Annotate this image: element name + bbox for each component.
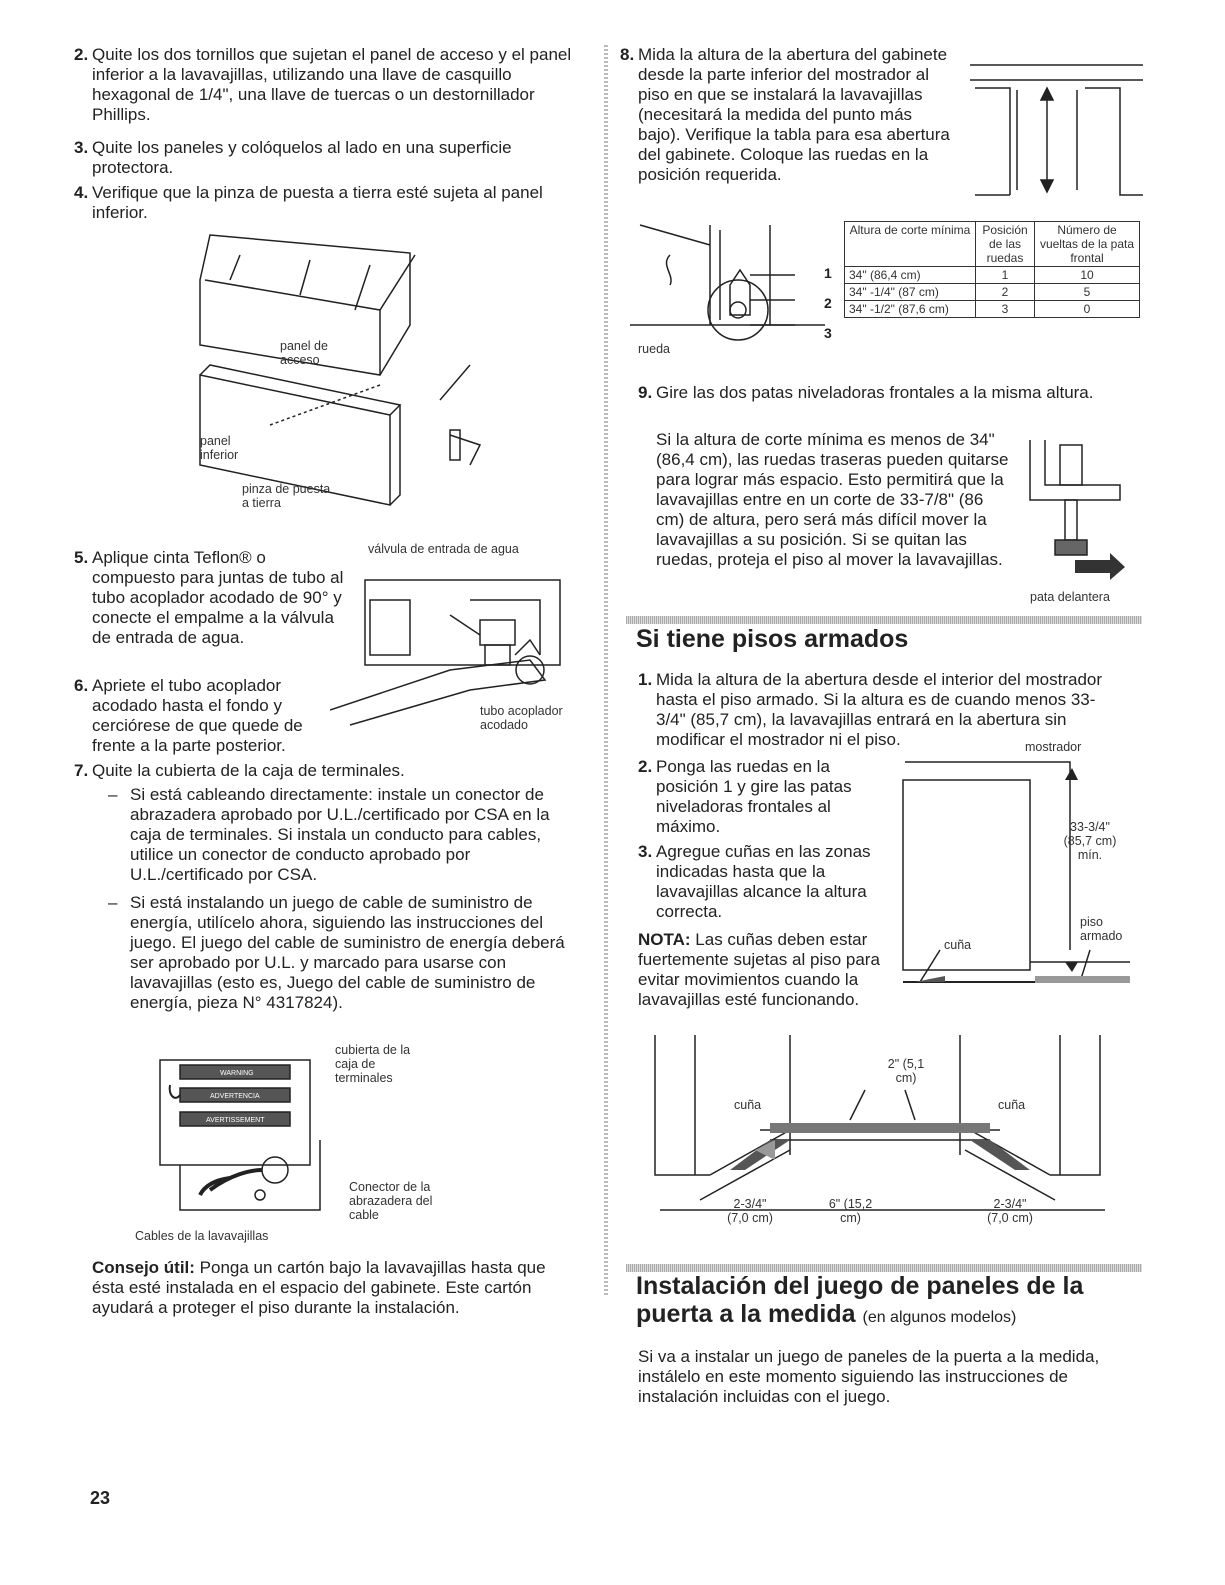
label-valvula: válvula de entrada de agua [368, 542, 519, 556]
label-dim-2: 2" (5,1 cm) [887, 1057, 925, 1085]
step-text: Quite los paneles y colóquelos al lado en una superficie protectora. [92, 138, 512, 177]
wheel-pos-2: 2 [824, 295, 832, 311]
label-cables: Cables de la lavavajillas [135, 1229, 269, 1243]
wheel-pos-3: 3 [824, 325, 832, 341]
warning-label: WARNING [220, 1070, 254, 1077]
cut-height-table [844, 221, 1140, 318]
step-text: Apriete el tubo acoplador acodado hasta el fondo y cerciórese de que quede de frente a la parte posterior. [92, 676, 303, 755]
step-text: Agregue cuñas en las zonas indicadas hasta que la lavavajillas alcance la altura correcta. [656, 842, 871, 921]
advertencia-label: ADVERTENCIA [210, 1093, 260, 1100]
step-number: 1. [638, 670, 653, 689]
step-text: Ponga las ruedas en la posición 1 y gire las patas niveladoras frontales al máximo. [656, 757, 852, 836]
step-9 [638, 383, 1126, 403]
tip-label: Consejo útil: [92, 1258, 195, 1277]
tip-paragraph [92, 1258, 582, 1318]
step-text: Quite la cubierta de la caja de terminales. [92, 761, 405, 780]
step-text: Mida la altura de la abertura del gabinete desde la parte inferior del mostrador al piso en que se instalará la lavavajillas (necesitará la medida del punto más bajo). Verifique la tabla para esa abertura del gabinete. Coloque las ruedas en la posición requerida. [638, 45, 950, 184]
s1-step-1 [638, 670, 1116, 750]
table-header: Altura de corte mínima [845, 222, 976, 267]
table-row: 34" -1/2" (87,6 cm) 3 0 [845, 301, 1140, 318]
section-title-suffix: (en algunos modelos) [862, 1309, 1017, 1326]
floor-opening-illustration [900, 750, 1130, 1000]
label-panel-inferior: panel inferior [200, 434, 239, 462]
page-number: 23 [90, 1488, 111, 1508]
step-number: 4. [74, 183, 89, 202]
step-number: 3. [638, 842, 653, 861]
label-piso-armado: piso armado [1080, 915, 1123, 943]
label-mostrador: mostrador [1025, 740, 1082, 754]
terminal-box-illustration [140, 1040, 340, 1220]
label-panel-acceso: panel de acceso [280, 339, 328, 367]
bullet-2: – Si está instalando un juego de cable de suministro de energía, utilícelo ahora, siguiendo las instrucciones del juego. El juego del cable de suministro de energía deberá ser aprobado por U.L. y marcado para usarse con lavavajillas (esto es, Juego del cable de suministro de energía, pieza N° 4317824). [108, 893, 565, 1012]
section-2-paragraph: Si va a instalar un juego de paneles de la puerta a la medida, instálelo en este momento siguiendo las instrucciones de instalación incluidas con el juego. [638, 1347, 1100, 1406]
bullet-text: Si está cableando directamente: instale un conector de abrazadera aprobado por U.L./certificado por CSA en la caja de terminales. Si instala un conducto para cables, utilice un conector de conducto aprobado por U.L./certificado por CSA. [130, 785, 550, 884]
label-dim-mid: 6" (15,2 cm) [828, 1197, 873, 1225]
s1-step-3 [638, 842, 896, 922]
step-number: 6. [74, 676, 89, 695]
step-text: Aplique cinta Teflon® o compuesto para juntas de tubo al tubo acoplador acodado de 90° y conecte el empalme a la válvula de entrada de agua. [92, 548, 344, 647]
label-dim-left: 2-3/4" (7,0 cm) [727, 1197, 773, 1225]
section-title-paneles [636, 1272, 1136, 1332]
step-number: 7. [74, 761, 89, 780]
label-cuna-left: cuña [734, 1098, 762, 1112]
front-leg-illustration [1020, 430, 1130, 590]
tip-text: Ponga un cartón bajo la lavavajillas hasta que ésta esté instalada en el espacio del gabinete. Este cartón ayudará a proteger el piso durante la instalación. [92, 1258, 546, 1317]
label-conector: Conector de la abrazadera del cable [349, 1180, 433, 1222]
step-text: Gire las dos patas niveladoras frontales a la misma altura. [656, 383, 1094, 402]
label-cubierta: cubierta de la caja de terminales [335, 1043, 411, 1085]
section-title-pisos-armados: Si tiene pisos armados [636, 625, 909, 653]
wheel-illustration [630, 215, 825, 355]
step-text: Verifique que la pinza de puesta a tierra esté sujeta al panel inferior. [92, 183, 543, 222]
step-8 [620, 45, 958, 185]
wheel-pos-1: 1 [824, 265, 832, 281]
table-row: 34" -1/4" (87 cm) 2 5 [845, 284, 1140, 301]
nota-paragraph [638, 930, 896, 1010]
section-title-text: Instalación del juego de paneles de la puerta a la medida [636, 1272, 1084, 1328]
label-rueda: rueda [638, 342, 670, 356]
s1-step-2 [638, 757, 891, 837]
nota-text: Las cuñas deben estar fuertemente sujetas al piso para evitar movimientos cuando la lavavajillas esté funcionando. [638, 930, 880, 1009]
bullet-1: – Si está cableando directamente: instale un conector de abrazadera aprobado por U.L./certificado por CSA en la caja de terminales. Si instala un conducto para cables, utilice un conector de conducto aprobado por U.L./certificado por CSA. [108, 785, 550, 884]
bullet-text: Si está instalando un juego de cable de suministro de energía, utilícelo ahora, siguiendo las instrucciones del juego. El juego del cable de suministro de energía deberá ser aprobado por U.L. y marcado para usarse con lavavajillas (esto es, Juego del cable de suministro de energía, pieza N° 4317824). [130, 893, 565, 1012]
label-cuna: cuña [944, 938, 972, 952]
step-number: 8. [620, 45, 635, 64]
cabinet-opening-illustration [955, 60, 1145, 200]
step-number: 5. [74, 548, 89, 567]
step-4 [74, 183, 572, 223]
step-number: 2. [638, 757, 653, 776]
label-dimension: 33-3/4" (85,7 cm) mín. [1063, 820, 1117, 862]
step-number: 9. [638, 383, 653, 402]
label-pata-delantera: pata delantera [1030, 590, 1110, 604]
step-text: Mida la altura de la abertura desde el interior del mostrador hasta el piso armado. Si la altura es de cuando menos 33-3/4" (85,7 cm), la lavavajillas entrará en la abertura sin modificar el mostrador ni el piso. [656, 670, 1103, 749]
avertissement-label: AVERTISSEMENT [206, 1117, 265, 1124]
label-cuna-right: cuña [998, 1098, 1026, 1112]
step-7 [74, 761, 572, 781]
section-divider [626, 616, 1142, 624]
column-divider [604, 45, 608, 1295]
step-text: Quite los dos tornillos que sujetan el panel de acceso y el panel inferior a la lavavajillas, utilizando una llave de casquillo hexagonal de 1/4", una llave de tuercas o un destornillador Phillips. [92, 45, 572, 124]
step-3 [74, 138, 572, 178]
label-pinza: pinza de puesta a tierra [242, 482, 331, 510]
label-tubo: tubo acoplador acodado [480, 704, 563, 732]
step-6 [74, 676, 342, 756]
nota-label: NOTA: [638, 930, 691, 949]
access-panel-illustration [150, 225, 510, 535]
table-header: Posición de las ruedas [976, 222, 1035, 267]
step-2 [74, 45, 572, 125]
table-row: 34" (86,4 cm) 1 10 [845, 267, 1140, 284]
step-9-paragraph: Si la altura de corte mínima es menos de 34" (86,4 cm), las ruedas traseras pueden quitarse para lograr más espacio. Esto permitirá que la lavavajillas entre en un corte de 33-7/8" (86 cm) de altura, pero será más difícil mover la lavavajillas a su posición. Si se quitan las ruedas, proteja el piso al mover la lavavajillas. [656, 430, 1009, 569]
table-header: Número de vueltas de la pata frontal [1035, 222, 1140, 267]
label-dim-right: 2-3/4" (7,0 cm) [987, 1197, 1033, 1225]
step-number: 3. [74, 138, 89, 157]
section-divider [626, 1264, 1142, 1272]
step-5 [74, 548, 352, 648]
step-number: 2. [74, 45, 89, 64]
